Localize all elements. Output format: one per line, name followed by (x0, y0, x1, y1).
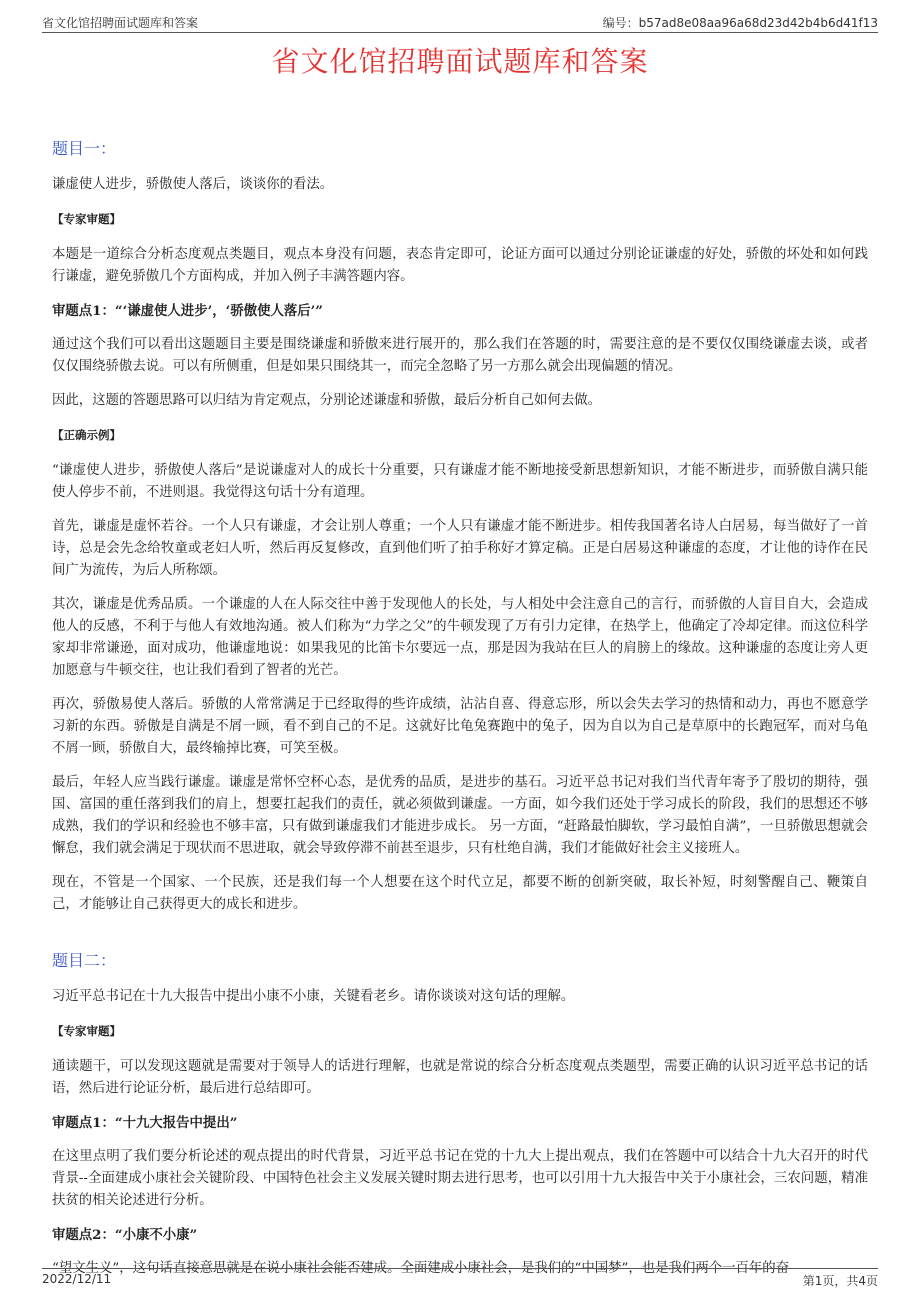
question-1-text: 谦虚使人进步，骄傲使人落后，谈谈你的看法。 (52, 177, 334, 192)
header-doc-number: 编号：b57ad8e08aa96a68d23d42b4b6d41f13 (602, 16, 878, 30)
answer-paragraph-5: 最后，年轻人应当践行谦虚。谦虚是常怀空杯心态，是优秀的品质，是进步的基石。习近平总书记对我们当代青年寄予了殷切的期待，强国、富国的重任落到我们的肩上，想要扛起我们的责任，就必须做到谦虚。一方面，如今我们还处于学习成长的阶段，我们的思想还不够成熟，我们的学识和经验也不够丰富，只有做到谦虚我们才能进步成长。 另一方面，“赶路最怕脚软，学习最怕自满”，一旦骄傲思想就会懈怠，我们就会满足于现状而不思进取，就会导致停滞不前甚至退步，只有杜绝自满，我们才能做好社会主义接班人。 (52, 775, 868, 856)
footer-page-number: 第1页，共4页 (802, 1274, 878, 1288)
expert-review-text-2: 通读题干，可以发现这题就是需要对于领导人的话进行理解，也就是常说的综合分析态度观点类题型，需要正确的认识习近平总书记的话语，然后进行论证分析，最后进行总结即可。 (52, 1059, 868, 1096)
answer-paragraph-2: 首先，谦虚是虚怀若谷。一个人只有谦虚，才会让别人尊重；一个人只有谦虚才能不断进步。相传我国著名诗人白居易，每当做好了一首诗，总是会先念给牧童或老妇人听，然后再反复修改，直到他们听了拍手称好才算定稿。正是白居易这种谦虚的态度，才让他的诗作在民间广为流传，为后人所称颂。 (52, 519, 868, 578)
answer-paragraph-6: 现在，不管是一个国家、一个民族，还是我们每一个人想要在这个时代立足，都要不断的创新突破，取长补短，时刻警醒自己、鞭策自己，才能够让自己获得更大的成长和进步。 (52, 875, 868, 912)
answer-paragraph-4: 再次，骄傲易使人落后。骄傲的人常常满足于已经取得的些许成绩，沾沾自喜、得意忘形，所以会失去学习的热情和动力，再也不愿意学习新的东西。骄傲是自满是不屑一顾，看不到自己的不足。这就好比龟兔赛跑中的兔子，因为自以为自己是草原中的长跑冠军，而对乌龟不屑一顾，骄傲自大，最终输掉比赛，可笑至极。 (52, 697, 868, 756)
footer-date: 2022/12/11 (42, 1272, 112, 1286)
review-point-1-paragraph: 通过这个我们可以看出这题题目主要是围绕谦虚和骄傲来进行展开的，那么我们在答题的时，需要注意的是不要仅仅围绕谦虚去谈，或者仅仅围绕骄傲去说。可以有所侧重，但是如果只围绕其一，而完全忽略了另一方那么就会出现偏题的情况。 (52, 337, 868, 374)
page-header (42, 10, 878, 33)
question-1-heading: 题目一： (52, 139, 117, 158)
q2-review-point-2-paragraph: “望文生义”，这句话直接意思就是在说小康社会能否建成。全面建成小康社会，是我们的“中国梦”，也是我们两个一百年的奋 (52, 1261, 790, 1276)
review-point-1-summary: 因此，这题的答题思路可以归结为肯定观点，分别论述谦虚和骄傲，最后分析自己如何去做。 (52, 393, 602, 408)
page-footer (42, 1268, 878, 1291)
q2-review-point-1-paragraph: 在这里点明了我们要分析论述的观点提出的时代背景，习近平总书记在党的十九大上提出观点，我们在答题中可以结合十九大召开的时代背景--全面建成小康社会关键阶段、中国特色社会主义发展关键时期去进行思考，也可以引用十九大报告中关于小康社会，三农问题，精准扶贫的相关论述进行分析。 (52, 1149, 868, 1208)
header-doc-title: 省文化馆招聘面试题库和答案 (42, 16, 199, 30)
expert-review-tag: 【专家审题】 (52, 212, 121, 226)
q2-review-point-1-title: 审题点1：“十九大报告中提出” (52, 1115, 238, 1131)
question-2-heading: 题目二： (52, 951, 117, 970)
expert-review-tag-2: 【专家审题】 (52, 1024, 121, 1038)
q2-review-point-2-title: 审题点2：“小康不小康” (52, 1227, 198, 1243)
document-body (52, 138, 868, 1292)
expert-review-text: 本题是一道综合分析态度观点类题目，观点本身没有问题，表态肯定即可，论证方面可以通过分别论证谦虚的好处，骄傲的坏处和如何践行谦虚，避免骄傲几个方面构成，并加入例子丰满答题内容。 (52, 247, 868, 284)
question-2-text: 习近平总书记在十九大报告中提出小康不小康，关键看老乡。请你谈谈对这句话的理解。 (52, 989, 575, 1004)
review-point-1-title: 审题点1：“‘谦虚使人进步’，‘骄傲使人落后’” (52, 303, 324, 319)
correct-example-tag: 【正确示例】 (52, 428, 121, 442)
page-title: 省文化馆招聘面试题库和答案 (271, 45, 649, 78)
answer-paragraph-3: 其次，谦虚是优秀品质。一个谦虚的人在人际交往中善于发现他人的长处，与人相处中会注意自己的言行，而骄傲的人盲目自大，会造成他人的反感，不利于与他人有效地沟通。被人们称为“力学之父”的牛顿发现了万有引力定律，在热学上，他确定了冷却定律。而这位科学家却非常谦逊，面对成功，他谦虚地说：如果我见的比笛卡尔要远一点，那是因为我站在巨人的肩膀上的缘故。这种谦虚的态度让旁人更加愿意与牛顿交往，也让我们看到了智者的光芒。 (52, 597, 868, 678)
answer-paragraph-1: “谦虚使人进步，骄傲使人落后”是说谦虚对人的成长十分重要，只有谦虚才能不断地接受新思想新知识，才能不断进步，而骄傲自满只能使人停步不前，不进则退。我觉得这句话十分有道理。 (52, 463, 868, 500)
